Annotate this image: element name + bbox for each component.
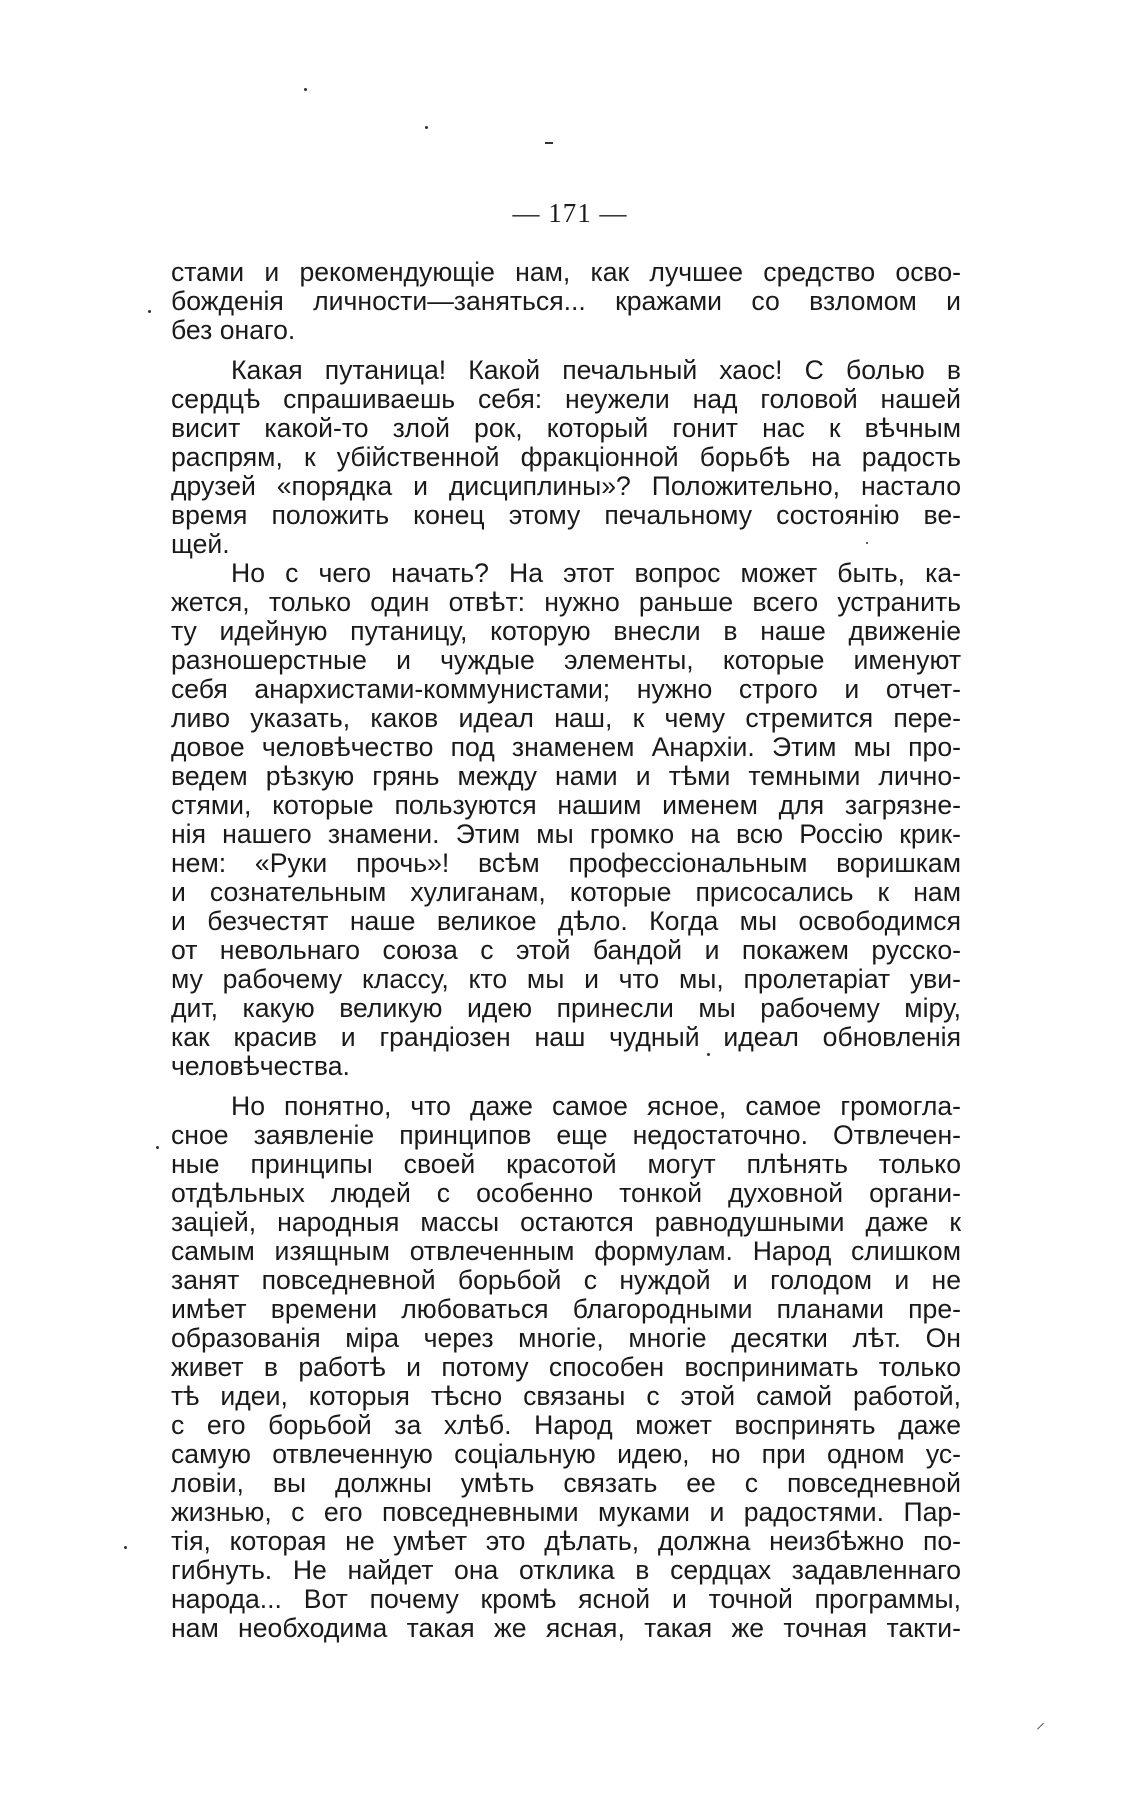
text-line: отдѣльных людей с особенно тонкой духовной органи- — [171, 1178, 961, 1208]
text-line: ту идейную путаницу, которую внесли в наше движеніе — [171, 616, 961, 646]
text-line: сное заявленіе принципов еще недостаточно. Отвлечен- — [171, 1120, 961, 1150]
text-line: от невольнаго союза с этой бандой и покажем русско- — [171, 935, 961, 965]
text-line: ные принципы своей красотой могут плѣнять только — [171, 1149, 961, 1179]
text-line: заціей, народныя массы остаются равнодушными даже к — [171, 1207, 961, 1237]
text-line: образованія міра через многіе, многіе десятки лѣт. Он — [171, 1323, 961, 1353]
text-line: ловіи, вы должны умѣть связать ее с повседневной — [171, 1468, 961, 1498]
text-line: довое человѣчество под знаменем Анархіи. Этим мы про- — [171, 732, 961, 762]
text-line: щей. — [171, 529, 230, 559]
text-line: висит какой-то злой рок, который гонит нас к вѣчным — [171, 413, 961, 443]
scan-speck — [707, 1053, 710, 1056]
text-line: как красив и грандіозен наш чудный идеал обновленія — [171, 1022, 961, 1052]
text-line: разношерстные и чуждые элементы, которые именуют — [171, 645, 961, 675]
text-line: Какая путаница! Какой печальный хаос! С болью в — [231, 355, 961, 385]
text-line: человѣчества. — [171, 1051, 350, 1081]
text-line: жизнью, с его повседневными муками и радостями. Пар- — [171, 1497, 961, 1527]
text-line: тія, которая не умѣет это дѣлать, должна неизбѣжно по- — [171, 1526, 961, 1556]
scan-speck — [124, 1546, 127, 1549]
text-line: и безчестят наше великое дѣло. Когда мы освободимся — [171, 906, 961, 936]
body-text — [171, 258, 961, 1643]
scan-speck — [304, 88, 307, 91]
scan-speck — [425, 126, 428, 129]
text-line: нам необходима такая же ясная, такая же точная такти- — [171, 1613, 961, 1643]
text-line: время положить конец этому печальному состоянію ве- — [171, 500, 961, 530]
text-line: му рабочему классу, кто мы и что мы, пролетаріат уви- — [171, 964, 961, 994]
text-line: самую отвлеченную соціальную идею, но при одном ус- — [171, 1439, 961, 1469]
page-number: — 171 — — [512, 198, 628, 228]
text-line: и сознательным хулиганам, которые присосались к нам — [171, 877, 961, 907]
text-line: живет в работѣ и потому способен воспринимать только — [171, 1352, 961, 1382]
scan-speck — [866, 542, 868, 544]
text-line: самым изящным отвлеченным формулам. Народ слишком — [171, 1236, 961, 1266]
text-line: себя анархистами-коммунистами; нужно строго и отчет- — [171, 674, 961, 704]
paragraph — [171, 559, 961, 1081]
paragraph — [171, 1092, 961, 1643]
text-line: распрям, к убійственной фракціонной борьбѣ на радость — [171, 442, 961, 472]
text-line: нія нашего знамени. Этим мы громко на всю Россію крик- — [171, 819, 961, 849]
text-line: божденія личности—заняться... кражами со взломом и — [171, 286, 961, 316]
text-line: ведем рѣзкую грянь между нами и тѣми темными лично- — [171, 761, 961, 791]
scan-speck — [156, 1146, 159, 1149]
text-line: Но с чего начать? На этот вопрос может быть, ка- — [231, 558, 961, 588]
text-line: занят повседневной борьбой с нуждой и голодом и не — [171, 1265, 961, 1295]
text-line: дит, какую великую идею принесли мы рабочему міру, — [171, 993, 961, 1023]
text-line: жется, только один отвѣт: нужно раньше всего устранить — [171, 587, 961, 617]
paragraph — [171, 258, 961, 345]
text-line: Но понятно, что даже самое ясное, самое громогла- — [231, 1091, 961, 1121]
scan-speck — [545, 142, 553, 144]
scan-mark: ⸝ — [1036, 1712, 1045, 1733]
text-line: нем: «Руки прочь»! всѣм профессіональным воришкам — [171, 848, 961, 878]
text-line: стями, которые пользуются нашим именем для загрязне- — [171, 790, 961, 820]
text-line: сердцѣ спрашиваешь себя: неужели над головой нашей — [171, 384, 961, 414]
text-line: друзей «порядка и дисциплины»? Положительно, настало — [171, 471, 961, 501]
text-line: стами и рекомендующіе нам, как лучшее средство осво- — [171, 257, 961, 287]
text-line: гибнуть. Не найдет она отклика в сердцах задавленнаго — [171, 1555, 961, 1585]
text-line: без онаго. — [171, 315, 296, 345]
paragraph — [171, 356, 961, 559]
text-line: с его борьбой за хлѣб. Народ может воспринять даже — [171, 1410, 961, 1440]
text-line: тѣ идеи, которыя тѣсно связаны с этой самой работой, — [171, 1381, 961, 1411]
text-line: имѣет времени любоваться благородными планами пре- — [171, 1294, 961, 1324]
scan-speck — [148, 310, 151, 313]
text-line: народа... Вот почему кромѣ ясной и точной программы, — [171, 1584, 961, 1614]
text-line: ливо указать, каков идеал наш, к чему стремится пере- — [171, 703, 961, 733]
